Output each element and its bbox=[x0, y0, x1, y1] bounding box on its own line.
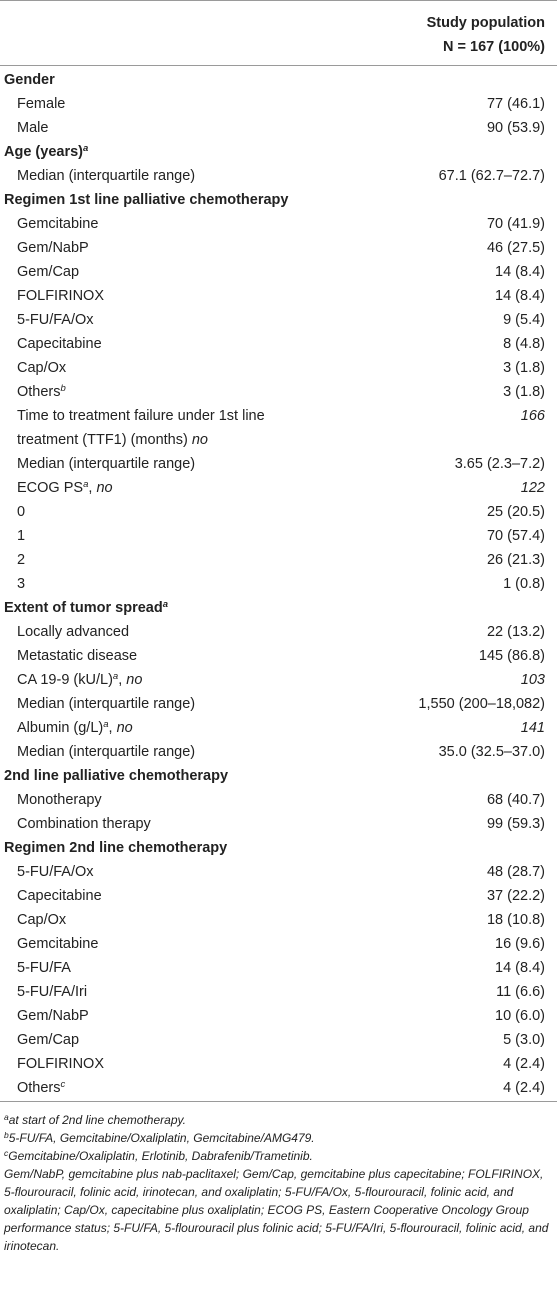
row-label bbox=[4, 72, 55, 88]
row-value: 10 (6.0) bbox=[495, 1008, 545, 1024]
row-value: 1,550 (200–18,082) bbox=[418, 696, 545, 712]
row-label-text: Gem/NabP bbox=[17, 1008, 89, 1024]
row-value: 48 (28.7) bbox=[486, 864, 545, 880]
footnote-marker: a bbox=[4, 1112, 9, 1122]
row-value: 8 (4.8) bbox=[503, 336, 545, 352]
row-value: 4 (2.4) bbox=[503, 1080, 545, 1096]
row-label bbox=[17, 792, 102, 808]
section-heading-row bbox=[0, 597, 557, 621]
table-row bbox=[0, 1005, 557, 1029]
row-label-count-note: no bbox=[191, 432, 208, 448]
row-label-text: Male bbox=[17, 120, 49, 136]
row-value: 9 (5.4) bbox=[503, 312, 545, 328]
row-label-text: ECOG PS bbox=[17, 480, 84, 496]
row-label bbox=[17, 168, 195, 184]
table-row bbox=[0, 621, 557, 645]
table-row bbox=[0, 909, 557, 933]
table-row bbox=[0, 861, 557, 885]
row-label bbox=[4, 144, 88, 160]
row-label-text: Regimen 1st line palliative chemotherapy bbox=[4, 192, 289, 208]
section-heading-row bbox=[0, 189, 557, 213]
row-value: 35.0 (32.5–37.0) bbox=[438, 744, 545, 760]
footnote-marker: c bbox=[4, 1148, 9, 1158]
table-row bbox=[0, 261, 557, 285]
row-label-text: Locally advanced bbox=[17, 624, 130, 640]
row-label-text: Female bbox=[17, 96, 66, 112]
row-label-text: Extent of tumor spread bbox=[4, 600, 163, 616]
row-label bbox=[17, 720, 133, 736]
table-row bbox=[0, 525, 557, 549]
footnote-marker: a bbox=[82, 143, 89, 154]
table-row bbox=[0, 1053, 557, 1077]
table-row bbox=[0, 429, 557, 453]
row-label-text: Median (interquartile range) bbox=[17, 744, 196, 760]
row-label-text: 0 bbox=[17, 504, 26, 520]
table-row bbox=[0, 885, 557, 909]
row-label-text: Metastatic disease bbox=[17, 648, 138, 664]
footnote-marker: a bbox=[162, 599, 169, 610]
row-label bbox=[17, 120, 48, 136]
row-label-text: Gender bbox=[4, 72, 55, 88]
table-row bbox=[0, 93, 557, 117]
row-value: 14 (8.4) bbox=[495, 288, 545, 304]
row-value: 122 bbox=[520, 480, 545, 496]
row-value: 25 (20.5) bbox=[486, 504, 545, 520]
footnote bbox=[4, 1165, 553, 1255]
row-label bbox=[17, 864, 94, 880]
row-label bbox=[17, 96, 65, 112]
row-label-separator: , bbox=[118, 672, 127, 688]
row-label-text: 1 bbox=[17, 528, 26, 544]
row-value: 46 (27.5) bbox=[486, 240, 545, 256]
row-label bbox=[17, 936, 98, 952]
row-label bbox=[17, 288, 104, 304]
row-label bbox=[17, 888, 102, 904]
row-label-text: Albumin (g/L) bbox=[17, 720, 104, 736]
row-label-text: 2 bbox=[17, 552, 26, 568]
row-label-text: CA 19-9 (kU/L) bbox=[17, 672, 113, 688]
row-label bbox=[17, 504, 25, 520]
row-label-text: Median (interquartile range) bbox=[17, 456, 196, 472]
table-row bbox=[0, 501, 557, 525]
row-label bbox=[17, 1080, 65, 1096]
row-value: 3 (1.8) bbox=[503, 360, 545, 376]
row-value: 18 (10.8) bbox=[486, 912, 545, 928]
row-label-text: 5-FU/FA bbox=[17, 960, 71, 976]
footnote-marker: b bbox=[4, 1130, 9, 1140]
row-label bbox=[17, 744, 195, 760]
row-label-text: Median (interquartile range) bbox=[17, 696, 196, 712]
row-label-text: Regimen 2nd line chemotherapy bbox=[4, 840, 228, 856]
table-row bbox=[0, 165, 557, 189]
row-label bbox=[17, 1032, 79, 1048]
row-label-text: Capecitabine bbox=[17, 336, 102, 352]
table-row bbox=[0, 957, 557, 981]
row-label bbox=[17, 576, 25, 592]
row-label bbox=[17, 432, 208, 448]
row-label bbox=[17, 912, 66, 928]
table-row bbox=[0, 477, 557, 501]
row-label-text: Cap/Ox bbox=[17, 360, 67, 376]
row-value: 90 (53.9) bbox=[486, 120, 545, 136]
table-body bbox=[0, 66, 557, 1101]
table-row bbox=[0, 813, 557, 837]
row-value: 22 (13.2) bbox=[486, 624, 545, 640]
row-label bbox=[17, 480, 113, 496]
row-value: 3 (1.8) bbox=[503, 384, 545, 400]
footnote-marker: a bbox=[83, 479, 89, 490]
row-label-text: Gem/Cap bbox=[17, 1032, 80, 1048]
table-row bbox=[0, 237, 557, 261]
row-value: 16 (9.6) bbox=[495, 936, 545, 952]
row-label-text: Others bbox=[17, 384, 61, 400]
table-header bbox=[0, 1, 557, 65]
row-label-separator: , bbox=[108, 720, 117, 736]
table-row bbox=[0, 357, 557, 381]
row-value: 11 (6.6) bbox=[496, 984, 545, 1000]
row-value: 70 (57.4) bbox=[486, 528, 545, 544]
row-value: 1 (0.8) bbox=[503, 576, 545, 592]
table-row bbox=[0, 1029, 557, 1053]
section-heading-row bbox=[0, 765, 557, 789]
row-value: 141 bbox=[520, 720, 545, 736]
row-value: 166 bbox=[520, 408, 545, 424]
table-row bbox=[0, 741, 557, 765]
row-value: 67.1 (62.7–72.7) bbox=[438, 168, 545, 184]
row-label bbox=[17, 648, 137, 664]
table-row bbox=[0, 693, 557, 717]
footnote-marker: a bbox=[103, 719, 109, 730]
row-value: 3.65 (2.3–7.2) bbox=[454, 456, 545, 472]
row-label-text: Others bbox=[17, 1080, 61, 1096]
table-row bbox=[0, 669, 557, 693]
row-label bbox=[17, 408, 265, 424]
table-row bbox=[0, 333, 557, 357]
row-value: 99 (59.3) bbox=[486, 816, 545, 832]
row-label-text: 5-FU/FA/Iri bbox=[17, 984, 88, 1000]
footnote-text: at start of 2nd line chemotherapy. bbox=[8, 1113, 186, 1127]
row-label-text: 5-FU/FA/Ox bbox=[17, 312, 94, 328]
row-label-text: 2nd line palliative chemotherapy bbox=[4, 768, 229, 784]
footnote bbox=[4, 1147, 553, 1165]
row-label bbox=[17, 312, 94, 328]
row-label-text: FOLFIRINOX bbox=[17, 1056, 105, 1072]
table-row bbox=[0, 285, 557, 309]
row-value: 37 (22.2) bbox=[486, 888, 545, 904]
section-heading-row bbox=[0, 837, 557, 861]
row-label-count-note: no bbox=[126, 672, 143, 688]
row-label bbox=[17, 216, 98, 232]
row-label bbox=[17, 360, 66, 376]
row-label bbox=[4, 840, 227, 856]
row-label-text: 5-FU/FA/Ox bbox=[17, 864, 94, 880]
row-label-text: Gemcitabine bbox=[17, 216, 99, 232]
row-label bbox=[17, 960, 71, 976]
table-row bbox=[0, 981, 557, 1005]
table-row bbox=[0, 933, 557, 957]
row-label-text: Gem/NabP bbox=[17, 240, 89, 256]
row-label-text: FOLFIRINOX bbox=[17, 288, 105, 304]
row-label bbox=[17, 264, 79, 280]
footnote-text: Gemcitabine/Oxaliplatin, Erlotinib, Dabrafenib/Trametinib. bbox=[8, 1149, 313, 1163]
row-label bbox=[17, 984, 87, 1000]
row-label-text: treatment (TTF1) (months) bbox=[17, 432, 192, 448]
row-label bbox=[17, 816, 151, 832]
footnote-text: 5-FU/FA, Gemcitabine/Oxaliplatin, Gemcitabine/AMG479. bbox=[8, 1131, 315, 1145]
row-value: 145 (86.8) bbox=[478, 648, 545, 664]
table-row bbox=[0, 117, 557, 141]
table-row bbox=[0, 405, 557, 429]
row-label-count-note: no bbox=[96, 480, 113, 496]
row-label bbox=[17, 336, 102, 352]
table-row bbox=[0, 789, 557, 813]
table-row bbox=[0, 549, 557, 573]
footnote-text: Gem/NabP, gemcitabine plus nab-paclitaxel; Gem/Cap, gemcitabine plus capecitabine; FOLFIRINOX, 5-flourouracil, folinic acid, irinotecan, and oxaliplatin; 5-FU/FA/Ox, 5-flourouracil, folinic acid, and oxaliplatin; Cap/Ox, capecitabine plus oxaliplatin; ECOG PS, Eastern Cooperative Oncology Group performance status; 5-FU/FA, 5-flourouracil plus folinic acid; 5-FU/FA/Iri, 5-flourouracil, folinic acid, and irinotecan. bbox=[4, 1167, 549, 1253]
section-heading-row bbox=[0, 69, 557, 93]
row-value: 14 (8.4) bbox=[495, 264, 545, 280]
table-row bbox=[0, 1077, 557, 1101]
row-label-separator: , bbox=[88, 480, 97, 496]
row-label bbox=[17, 552, 25, 568]
row-label-text: Time to treatment failure under 1st line bbox=[17, 408, 265, 424]
row-label-text: Combination therapy bbox=[17, 816, 151, 832]
row-value: 70 (41.9) bbox=[486, 216, 545, 232]
row-value: 5 (3.0) bbox=[503, 1032, 545, 1048]
row-label-text: Capecitabine bbox=[17, 888, 102, 904]
table-row bbox=[0, 453, 557, 477]
row-label bbox=[17, 1056, 104, 1072]
row-label-text: Gemcitabine bbox=[17, 936, 99, 952]
row-value: 4 (2.4) bbox=[503, 1056, 545, 1072]
row-label-text: Median (interquartile range) bbox=[17, 168, 196, 184]
section-heading-row bbox=[0, 141, 557, 165]
row-value: 68 (40.7) bbox=[486, 792, 545, 808]
row-value: 103 bbox=[520, 672, 545, 688]
footnote bbox=[4, 1129, 553, 1147]
footnote bbox=[4, 1111, 553, 1129]
row-label bbox=[4, 192, 288, 208]
table-row bbox=[0, 213, 557, 237]
footnotes bbox=[0, 1102, 557, 1255]
row-label-text: 3 bbox=[17, 576, 26, 592]
row-label bbox=[4, 600, 168, 616]
row-label-count-note: no bbox=[116, 720, 133, 736]
row-label bbox=[17, 456, 195, 472]
table-row bbox=[0, 573, 557, 597]
table-row bbox=[0, 381, 557, 405]
column-title: Study population bbox=[426, 15, 545, 31]
column-n: N = 167 (100%) bbox=[443, 39, 545, 55]
row-label-text: Gem/Cap bbox=[17, 264, 80, 280]
row-label bbox=[17, 528, 25, 544]
table-row bbox=[0, 309, 557, 333]
row-label-text: Monotherapy bbox=[17, 792, 102, 808]
footnote-marker: a bbox=[112, 671, 119, 682]
row-label bbox=[17, 624, 129, 640]
row-label-text: Age (years) bbox=[4, 144, 83, 160]
row-label bbox=[4, 768, 228, 784]
row-label-text: Cap/Ox bbox=[17, 912, 67, 928]
row-label bbox=[17, 384, 66, 400]
row-label bbox=[17, 1008, 89, 1024]
footnote-marker: b bbox=[60, 383, 66, 394]
row-value: 26 (21.3) bbox=[486, 552, 545, 568]
row-label bbox=[17, 672, 142, 688]
row-value: 14 (8.4) bbox=[495, 960, 545, 976]
footnote-marker: c bbox=[60, 1079, 66, 1090]
row-label bbox=[17, 240, 89, 256]
table-row bbox=[0, 645, 557, 669]
table-row bbox=[0, 717, 557, 741]
row-value: 77 (46.1) bbox=[486, 96, 545, 112]
row-label bbox=[17, 696, 195, 712]
